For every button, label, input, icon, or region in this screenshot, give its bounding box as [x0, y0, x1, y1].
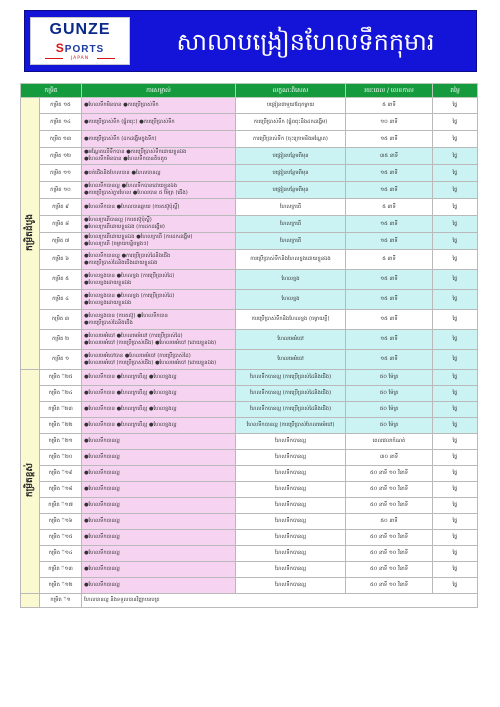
table-row — [21, 578, 478, 594]
feature-cell: ហែលទឹកបានល្អ — [236, 578, 346, 594]
content-line: ●ហែលក្រពើដោយខ្លួនឯង (ការដកដង្ហើម) — [84, 224, 165, 230]
category-cell — [21, 98, 40, 370]
fee-cell: ថ្លៃ — [433, 434, 478, 450]
level-code: កម្រិត ៊២១ — [40, 434, 82, 450]
content-line: ●ហែលទឹកបានល្អ — [84, 438, 120, 444]
table-row — [21, 165, 478, 182]
content-line: ●ហែលខ្នងបាន ●ហែលខ្នង (ការប្រើប្រាស់ដៃ) — [84, 292, 175, 299]
content-cell — [82, 310, 236, 330]
schedule-table — [20, 83, 478, 608]
content-cell — [82, 546, 236, 562]
content-line: ●ហែលក្រពើបានល្អ (ការតស៊ូប៉ុស្តិ៍) — [84, 217, 152, 223]
content-line: ●អណ្តែតលើទឹកបាន ●ការប្រើប្រាស់ទឹកដោយខ្លួនឯង — [84, 149, 187, 155]
fee-cell: ថ្លៃ — [433, 370, 478, 386]
duration-cell: ៥០ ម៉ែត្រ — [346, 402, 433, 418]
table-header-row — [21, 84, 478, 98]
content-cell — [82, 466, 236, 482]
feature-cell: ហែលទឹកបានល្អ — [236, 434, 346, 450]
fee-cell: ថ្លៃ — [433, 98, 478, 114]
table-row — [21, 434, 478, 450]
content-line: ●ហែលទឹកបានល្អ ●ការប្រើប្រាស់ដៃនិងជើង — [84, 252, 171, 259]
feature-cell: ហែលទឹកបានល្អ (ការប្រើប្រាស់ដៃនិងជើង) — [236, 370, 346, 386]
duration-cell: ៥០ នាទី — [346, 514, 433, 530]
feature-cell: ហែលក្រពើ — [236, 199, 346, 216]
header-level: កម្រិត — [21, 84, 82, 98]
duration-cell: ១៥ នាទី — [346, 131, 433, 148]
table-row — [21, 131, 478, 148]
table-row — [21, 514, 478, 530]
fee-cell: ថ្លៃ — [433, 562, 478, 578]
logo-sports — [31, 41, 129, 55]
content-line: ●ហែលក្រពើដោយខ្លួនឯង ●ហែលក្រពើ (ការដកដង្ហើម) — [84, 234, 193, 240]
content-cell — [82, 350, 236, 370]
content-line: ●ហែលមេអំបៅ (ការប្រើប្រាស់ជើង) ●ហែលមេអំបៅ (ដោយខ្លួនឯង) — [84, 359, 217, 366]
content-line: ●ហែលទឹកបានល្អ — [84, 486, 120, 492]
content-cell — [82, 578, 236, 594]
table-row — [21, 216, 478, 233]
duration-cell: ៥០ ម៉ែត្រ — [346, 370, 433, 386]
level-code: កម្រិត ៊២០ — [40, 450, 82, 466]
level-code: កម្រិត ៊១៣ — [40, 562, 82, 578]
table-row — [21, 450, 478, 466]
footer-content: ហែលបានល្អ និងទទួលបានវិញ្ញាបនបត្រ — [82, 594, 478, 608]
duration-cell: ៥ នាទី — [346, 250, 433, 270]
fee-cell: ថ្លៃ — [433, 386, 478, 402]
header-banner — [24, 10, 477, 72]
content-cell — [82, 386, 236, 402]
content-line: ●ហែលទឹកបាន ●ហែលក្រពើល្អ ●ហែលខ្នងល្អ — [84, 374, 177, 380]
category-label: កម្រិតដំបូង — [24, 213, 35, 251]
duration-cell: ពេលវេលាកំណត់ — [346, 434, 433, 450]
content-line: ●ហែលទឹកបានល្អ — [84, 454, 120, 460]
table-body — [21, 98, 478, 608]
feature-cell: ហែលមេអំបៅ — [236, 350, 346, 370]
duration-cell: ៣០ នាទី — [346, 450, 433, 466]
level-code: កម្រិត ១៥ — [40, 98, 82, 114]
content-line: ●ការប្រើប្រាស់ដៃនិងជើង — [84, 319, 133, 326]
level-code: កម្រិត ៩ — [40, 199, 82, 216]
duration-cell: ៥០ នាទី ១០ វិនាទី — [346, 482, 433, 498]
table-row — [21, 350, 478, 370]
fee-cell: ថ្លៃ — [433, 250, 478, 270]
feature-cell: ហែលទឹកបានល្អ — [236, 482, 346, 498]
feature-cell: ហែលទឹកបានល្អ (ការប្រើប្រាស់ដៃនិងជើង) — [236, 386, 346, 402]
fee-cell: ថ្លៃ — [433, 148, 478, 165]
content-line: ●ហែលមេអំបៅ (ការប្រើប្រាស់ជើង) ●ហែលមេអំបៅ (ដោយខ្លួនឯង) — [84, 339, 217, 346]
fee-cell: ថ្លៃ — [433, 466, 478, 482]
table-row — [21, 402, 478, 418]
fee-cell: ថ្លៃ — [433, 482, 478, 498]
level-code: កម្រិត ៣ — [40, 310, 82, 330]
feature-cell: ហែលទឹកបានល្អ — [236, 546, 346, 562]
feature-cell: បង្រៀនជាមួយឪពុកម្តាយ — [236, 98, 346, 114]
duration-cell: ៣៥ នាទី — [346, 148, 433, 165]
table-row — [21, 386, 478, 402]
content-line: ●ហែលទឹកបានល្អ — [84, 502, 120, 508]
feature-cell: ហែលទឹកបានល្អ (ការប្រើប្រាស់ដៃនិងជើង) — [236, 402, 346, 418]
content-line: ●ការប្រើប្រាស់ទឹក (ផ្លុំពពុះ) ●ការប្រើប្រាស់ទឹក — [84, 118, 175, 125]
table-row — [21, 310, 478, 330]
duration-cell: ៥០ នាទី ១០ វិនាទី — [346, 530, 433, 546]
content-line: ●ហែលទឹកបាន ●ហែលក្រពើល្អ ●ហែលខ្នងល្អ — [84, 390, 177, 396]
content-cell — [82, 216, 236, 233]
table-row — [21, 498, 478, 514]
content-cell — [82, 450, 236, 466]
duration-cell: ១៥ នាទី — [346, 216, 433, 233]
duration-cell: ៥០ ម៉ែត្រ — [346, 418, 433, 434]
content-cell — [82, 434, 236, 450]
level-code: កម្រិត ៊២៥ — [40, 370, 82, 386]
level-code: កម្រិត ១៣ — [40, 131, 82, 148]
level-code: កម្រិត ៊២៣ — [40, 402, 82, 418]
content-line: ●ហែលមេអំបៅ ●ហែលមេអំបៅ (ការប្រើប្រាស់ដៃ) — [84, 332, 183, 339]
fee-cell: ថ្លៃ — [433, 514, 478, 530]
table-row — [21, 330, 478, 350]
fee-cell: ថ្លៃ — [433, 270, 478, 290]
content-line: ●ហែលទឹកបានល្អ ●ហែលទឹកបានដោយខ្លួនឯង — [84, 183, 178, 189]
page-title: សាលាបង្រៀនហែលទឹកកុមារ — [176, 28, 435, 56]
content-cell — [82, 330, 236, 350]
fee-cell: ថ្លៃ — [433, 165, 478, 182]
fee-cell: ថ្លៃ — [433, 310, 478, 330]
content-cell — [82, 418, 236, 434]
feature-cell: ហែលទឹកបានល្អ — [236, 514, 346, 530]
gunze-sports-logo — [30, 17, 130, 65]
fee-cell: ថ្លៃ — [433, 290, 478, 310]
feature-cell: ហែលខ្នង — [236, 270, 346, 290]
fee-cell: ថ្លៃ — [433, 546, 478, 562]
level-code: កម្រិត ១២ — [40, 148, 82, 165]
feature-cell: ការប្រើប្រាស់ទឹកនិងហែលខ្នងដោយខ្លួនឯង — [236, 250, 346, 270]
feature-cell: ការប្រើប្រាស់ទឹក (ផ្លុំពពុះនិងដកដង្ហើម) — [236, 114, 346, 131]
duration-cell: ១៥ នាទី — [346, 270, 433, 290]
logo-sports-rest: PORTS — [64, 44, 105, 55]
content-line: ●ហែលទឹកបាន ●ហែលក្រពើល្អ ●ហែលខ្នងល្អ — [84, 422, 177, 428]
content-line: ●ហែលទឹកបានល្អ — [84, 518, 120, 524]
content-line: ●ហែលទឹកបានល្អ — [84, 470, 120, 476]
duration-cell: ១៥ នាទី — [346, 330, 433, 350]
duration-cell: ១៥ នាទី — [346, 310, 433, 330]
level-code: កម្រិត ៨ — [40, 216, 82, 233]
fee-cell: ថ្លៃ — [433, 450, 478, 466]
table-row — [21, 370, 478, 386]
duration-cell: ៥០ នាទី ១០ វិនាទី — [346, 498, 433, 514]
feature-cell: បង្រៀនបន្ថែមពីមុន — [236, 182, 346, 199]
content-cell — [82, 402, 236, 418]
fee-cell: ថ្លៃ — [433, 350, 478, 370]
table-row — [21, 98, 478, 114]
table-row — [21, 418, 478, 434]
level-code: កម្រិត ៊២២ — [40, 418, 82, 434]
duration-cell: ១៥ នាទី — [346, 350, 433, 370]
content-cell — [82, 530, 236, 546]
fee-cell: ថ្លៃ — [433, 530, 478, 546]
content-line: ●ការប្រើប្រាស់ដៃនិងជើងដោយខ្លួនឯង — [84, 259, 158, 266]
content-cell — [82, 182, 236, 199]
fee-cell: ថ្លៃ — [433, 578, 478, 594]
content-cell — [82, 98, 236, 114]
content-cell — [82, 482, 236, 498]
fee-cell: ថ្លៃ — [433, 402, 478, 418]
level-code: កម្រិត ៥ — [40, 270, 82, 290]
duration-cell: ៥ នាទី — [346, 98, 433, 114]
content-cell — [82, 270, 236, 290]
duration-cell: ១០ នាទី — [346, 114, 433, 131]
content-line: ●ហែលទឹកបានល្អ — [84, 550, 120, 556]
content-cell — [82, 250, 236, 270]
level-code: កម្រិត ៊១៦ — [40, 514, 82, 530]
fee-cell: ថ្លៃ — [433, 418, 478, 434]
table-row — [21, 250, 478, 270]
table-row — [21, 530, 478, 546]
table-row — [21, 562, 478, 578]
fee-cell: ថ្លៃ — [433, 182, 478, 199]
header-feature: លក្ខណៈពិសេស — [236, 84, 346, 98]
content-line: ●ការប្រើប្រាស់ទឹក (ដកដង្ហើមក្នុងទឹក) — [84, 135, 157, 142]
level-code: កម្រិត ៊១៨ — [40, 482, 82, 498]
table-row — [21, 290, 478, 310]
level-code: កម្រិត ៊១២ — [40, 578, 82, 594]
table-row — [21, 199, 478, 216]
feature-cell: ការប្រើប្រាស់ទឹក (ចុះក្រោមនិងអណ្តែត) — [236, 131, 346, 148]
duration-cell: ១៥ នាទី — [346, 233, 433, 250]
level-code: កម្រិត ៊២៤ — [40, 386, 82, 402]
feature-cell: បង្រៀនបន្ថែមពីមុន — [236, 165, 346, 182]
feature-cell: ការប្រើប្រាស់ទឹកនិងហែលខ្នង (ចម្ងាយខ្លី) — [236, 310, 346, 330]
feature-cell: ហែលមេអំបៅ — [236, 330, 346, 350]
fee-cell: ថ្លៃ — [433, 199, 478, 216]
content-line: ●ហែលទឹកមិនបាន ●ហែលទឹកបានតិចតួច — [84, 156, 168, 162]
content-line: ●ការប្រើប្រាស់ក្តារហែល ●ហែលបាន ៥ ម៉ែត្រ (ជើង) — [84, 190, 188, 196]
content-cell — [82, 290, 236, 310]
duration-cell: ១៥ នាទី — [346, 182, 433, 199]
table-row — [21, 546, 478, 562]
level-code: កម្រិត ១១ — [40, 165, 82, 182]
duration-cell: ៥ នាទី — [346, 199, 433, 216]
logo-name: GUNZE — [49, 21, 111, 38]
level-code: កម្រិត ១ — [40, 350, 82, 370]
duration-cell: ១៥ នាទី — [346, 165, 433, 182]
content-line: ●ហែលទឹកបានល្អ — [84, 582, 120, 588]
content-line: ●ហែលទឹកមិនបាន ●ការប្រើប្រាស់ទឹក — [84, 102, 159, 108]
feature-cell: បង្រៀនបន្ថែមពីមុន — [236, 148, 346, 165]
fee-cell: ថ្លៃ — [433, 114, 478, 131]
content-cell — [82, 233, 236, 250]
duration-cell: ៥០ នាទី ១០ វិនាទី — [346, 562, 433, 578]
duration-cell: ១៥ នាទី — [346, 290, 433, 310]
fee-cell: ថ្លៃ — [433, 131, 478, 148]
level-code: កម្រិត ៊១៤ — [40, 546, 82, 562]
header-content: ការសម្គាល់ — [82, 84, 236, 98]
content-cell — [82, 199, 236, 216]
fee-cell: ថ្លៃ — [433, 498, 478, 514]
level-code: កម្រិត ៊១ — [40, 594, 82, 608]
table-row — [21, 148, 478, 165]
content-line: ●ហែលខ្នងបាន (ការតស៊ូ) ●ហែលទឹកបាន — [84, 312, 168, 319]
content-line: ●ហែលមេអំបៅបាន ●ហែលមេអំបៅ (ការប្រើប្រាស់ដៃ) — [84, 352, 191, 359]
content-cell — [82, 114, 236, 131]
table-row — [21, 233, 478, 250]
feature-cell: ហែលទឹកបានល្អ — [236, 562, 346, 578]
content-cell — [82, 148, 236, 165]
level-code: កម្រិត ៦ — [40, 250, 82, 270]
feature-cell: ហែលខ្នង — [236, 290, 346, 310]
category-label: កម្រិតខ្ពស់ — [24, 462, 35, 498]
content-cell — [82, 514, 236, 530]
table-row — [21, 114, 478, 131]
content-cell — [82, 131, 236, 148]
feature-cell: ហែលទឹកបានល្អ — [236, 498, 346, 514]
table-row — [21, 466, 478, 482]
fee-cell: ថ្លៃ — [433, 330, 478, 350]
duration-cell: ៥០ នាទី ១០ វិនាទី — [346, 546, 433, 562]
content-line: ●ហែលក្រពើ (ចម្ងាយបន្តិចម្តងៗ) — [84, 241, 149, 247]
content-line: ●បត់ជើងនិងហែលបាន ●ហែលបានល្អ — [84, 169, 161, 176]
level-code: កម្រិត ៊១៩ — [40, 466, 82, 482]
content-cell — [82, 165, 236, 182]
level-code: កម្រិត ៊១៥ — [40, 530, 82, 546]
level-code: កម្រិត ៊១៧ — [40, 498, 82, 514]
fee-cell: ថ្លៃ — [433, 233, 478, 250]
duration-cell: ៥០ ម៉ែត្រ — [346, 386, 433, 402]
feature-cell: ហែលទឹកបានល្អ — [236, 466, 346, 482]
feature-cell: ហែលទឹកបានល្អ — [236, 450, 346, 466]
table-row — [21, 182, 478, 199]
fee-cell: ថ្លៃ — [433, 216, 478, 233]
level-code: កម្រិត ២ — [40, 330, 82, 350]
content-line: ●ហែលខ្នងដោយខ្លួនឯង — [84, 299, 132, 306]
content-line: ●ហែលខ្នងដោយខ្លួនឯង — [84, 279, 132, 286]
feature-cell: ហែលទឹកបានល្អ — [236, 530, 346, 546]
table-row — [21, 270, 478, 290]
duration-cell: ៥០ នាទី ១០ វិនាទី — [346, 578, 433, 594]
level-code: កម្រិត ១៤ — [40, 114, 82, 131]
feature-cell: ហែលក្រពើ — [236, 233, 346, 250]
header-duration: រយៈពេល / លេខកាល — [346, 84, 433, 98]
feature-cell: ហែលក្រពើ — [236, 216, 346, 233]
level-code: កម្រិត ៧ — [40, 233, 82, 250]
logo-japan: JAPAN — [70, 56, 90, 61]
category-cell — [21, 370, 40, 594]
content-line: ●ហែលខ្នងបាន ●ហែលខ្នង (ការប្រើប្រាស់ដៃ) — [84, 272, 175, 279]
content-cell — [82, 370, 236, 386]
logo-sports-first: S — [55, 41, 65, 55]
level-code: កម្រិត ១០ — [40, 182, 82, 199]
category-cell-blank — [21, 594, 40, 608]
content-line: ●ហែលទឹកបាន ●ហែលបានឆ្ងាយ (ការតស៊ូប៉ុស្តិ៍) — [84, 203, 180, 210]
feature-cell: ហែលទឹកបានល្អ (ការប្រើប្រាស់ហែលមេអំបៅ) — [236, 418, 346, 434]
table-row — [21, 482, 478, 498]
content-line: ●ហែលទឹកបាន ●ហែលក្រពើល្អ ●ហែលខ្នងល្អ — [84, 406, 177, 412]
content-cell — [82, 562, 236, 578]
content-cell — [82, 498, 236, 514]
content-line: ●ហែលទឹកបានល្អ — [84, 534, 120, 540]
level-code: កម្រិត ៤ — [40, 290, 82, 310]
duration-cell: ៥០ នាទី ១០ វិនាទី — [346, 466, 433, 482]
table-row-footer — [21, 594, 478, 608]
header-fee: តម្លៃ — [433, 84, 478, 98]
content-line: ●ហែលទឹកបានល្អ — [84, 566, 120, 572]
